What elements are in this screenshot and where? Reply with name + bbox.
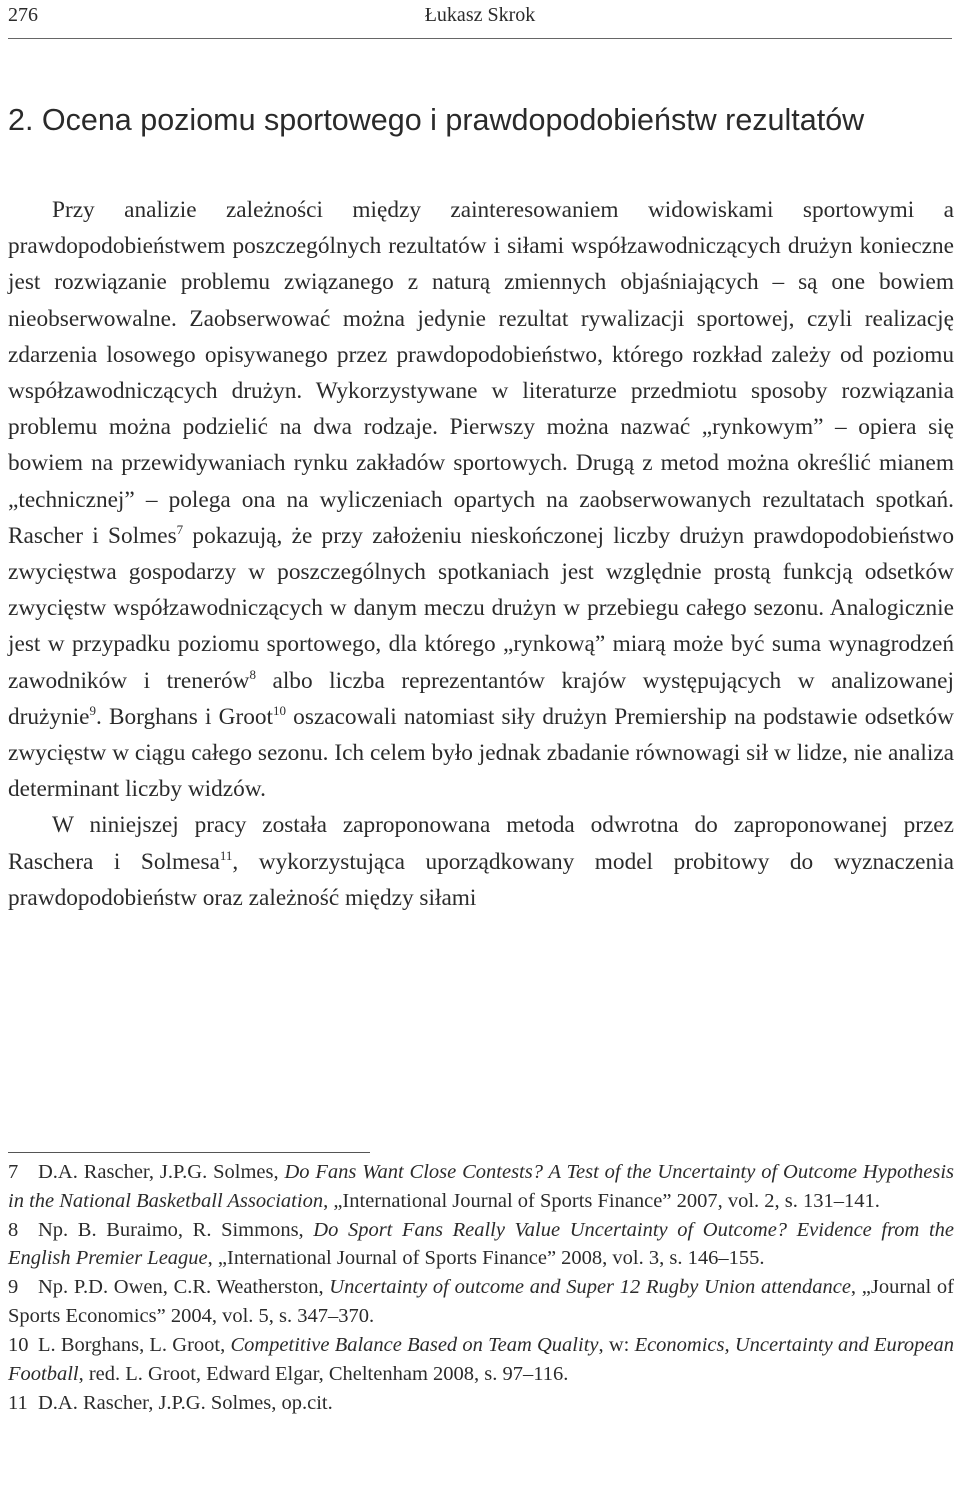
footnote-ref: 10 [273,702,287,718]
footnote-text: L. Borghans, L. Groot, [38,1334,231,1357]
footnote-number: 9 [8,1276,19,1299]
footnote [8,1389,954,1418]
page-number: 276 [8,4,38,26]
footnote [8,1158,954,1215]
footnote-text: , „International Journal of Sports Finance” 2008, vol. 3, s. 146–155. [207,1247,765,1270]
footnote-ref: 8 [249,666,256,682]
footnote-text: D.A. Rascher, J.P.G. Solmes, op.cit. [38,1391,333,1414]
footnote-text: , „Journal of Sports Economics” 2004, vol. 5, s. 347–370. [8,1276,954,1327]
header-rule [8,38,952,39]
text-run: albo liczba reprezentantów krajów występujących w analizowanej drużynie [8,667,954,730]
footnote-number: 11 [8,1391,28,1414]
footnote-title: Do Fans Want Close Contests? A Test of the Uncertainty of Outcome Hypothesis in the National Basketball Association [8,1161,954,1212]
text-run: oszacowali natomiast siły drużyn Premiership na podstawie odsetków zwycięstw w ciągu całego sezonu. Ich celem było jednak zbadanie równowagi sił w lidze, nie analiza determinant liczby widzów. [8,703,955,803]
footnote-number: 8 [8,1218,19,1241]
body-text [8,192,954,916]
section-title: 2. Ocena poziomu sportowego i prawdopodobieństw rezultatów [8,103,865,137]
footnote-title: Economics, Uncertainty and European Football [8,1334,955,1385]
paragraph [8,807,954,916]
footnote-number: 7 [8,1161,19,1183]
footnote-text: , w: [598,1334,635,1357]
footnote-title: Do Sport Fans Really Value Uncertainty of Outcome? Evidence from the English Premier League [8,1218,954,1270]
running-header-author: Łukasz Skrok [424,4,536,26]
footnote-text: Np. B. Buraimo, R. Simmons, [38,1218,314,1241]
footnote-text: , red. L. Groot, Edward Elgar, Cheltenham 2008, s. 97–116. [78,1362,569,1385]
footnotes [8,1158,954,1418]
text-run: , wykorzystująca uporządkowany model probitowy do wyznaczenia prawdopodobieństw oraz zależność między siłami [8,848,954,911]
footnote-ref: 9 [89,702,97,718]
footnote-title: Competitive Balance Based on Team Quality [230,1334,599,1357]
footnote-number: 10 [8,1334,29,1357]
text-run: . Borghans i Groot [96,703,274,730]
paragraph [8,192,954,807]
footnote-text: , „International Journal of Sports Finance” 2007, vol. 2, s. 131–141. [323,1189,880,1212]
footnote [8,1216,954,1273]
footnote [8,1331,954,1388]
footnote-text: Np. P.D. Owen, C.R. Weatherston, [38,1276,330,1299]
footnote-ref: 11 [219,847,233,863]
text-run: W niniejszej pracy została zaproponowana metoda odwrotna do zaproponowanej przez Raschera i Solmesa [8,812,954,875]
running-header [8,4,952,26]
footnote [8,1273,954,1330]
text-run: Przy analizie zależności między zainteresowaniem widowiskami sportowymi a prawdopodobieństwem poszczególnych rezultatów i siłami współzawodniczących drużyn konieczne jest rozwiązanie problemu związanego z naturą zmiennych objaśniających – są one bowiem nieobserwowalne. Zaobserwować można jedynie rezultat rywalizacji sportowej, czyli realizację zdarzenia losowego opisywanego przez prawdopodobieństwo, którego rozkład zależy od poziomu współzawodniczących drużyn. Wykorzystywane w literaturze przedmiotu sposoby rozwiązania problemu można podzielić na dwa rodzaje. Pierwszy można nazwać „rynkowym” – opiera się bowiem na przewidywaniach rynku zakładów sportowych. Drugą z metod można określić mianem „technicznej” – polega ona na wyliczeniach opartych na zaobserwowanych rezultatach spotkań. Rascher i Solmes [8,197,954,549]
text-run: pokazują, że przy założeniu nieskończonej liczby drużyn prawdopodobieństwo zwycięstwa gospodarzy w poszczególnych spotkaniach jest względnie prostą funkcją odsetków zwycięstw współzawodniczących w danym meczu drużyn w przebiegu całego sezonu. Analogicznie jest w przypadku poziomu sportowego, dla którego „rynkową” miarą może być suma wynagrodzeń zawodników i trenerów [8,522,954,694]
footnote-separator [8,1152,370,1153]
footnote-text: D.A. Rascher, J.P.G. Solmes, [38,1161,285,1183]
footnote-ref: 7 [176,521,184,537]
footnote-title: Uncertainty of outcome and Super 12 Rugby Union attendance [329,1276,851,1299]
